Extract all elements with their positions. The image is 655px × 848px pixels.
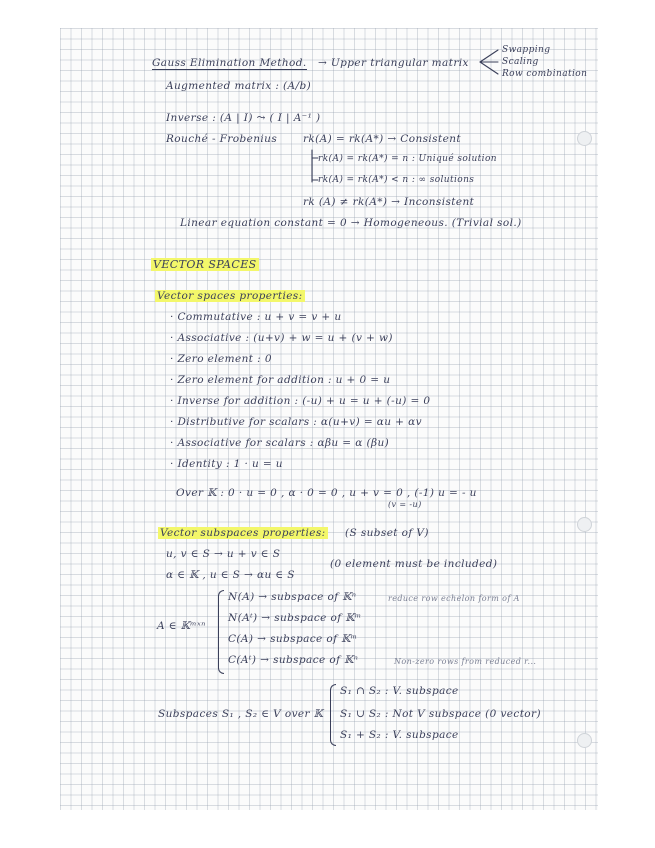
prop-inverse-addition: · Inverse for addition : (-u) + u = u + (-u) = 0 [170,395,431,407]
vector-spaces-heading: VECTOR SPACES [153,258,257,271]
closure-addition: u, v ∈ S → u + v ∈ S [166,548,281,560]
vector-spaces-properties-title: Vector spaces properties: [157,290,303,302]
prop-associative-scalars: · Associative for scalars : αβu = α (βu) [170,437,390,449]
union-not-subspace: S₁ ∪ S₂ : Not V subspace (0 vector) [340,708,541,720]
prop-commutative: · Commutative : u + v = v + u [170,311,342,323]
gauss-upper-triangular: → Upper triangular matrix [318,57,469,69]
rouche-frobenius-label: Rouché - Frobenius [166,133,278,145]
nullspace-a-transpose: N(Aᵗ) → subspace of 𝕂ᵐ [228,612,362,624]
prop-zero-addition: · Zero element for addition : u + 0 = u [170,374,391,386]
v-equals-minus-u: (v = -u) [388,500,422,509]
rank-infinite-solutions: rk(A) = rk(A*) < n : ∞ solutions [318,175,475,185]
prop-distributive-scalars: · Distributive for scalars : α(u+v) = αu + αv [170,416,422,428]
sum-subspace: S₁ + S₂ : V. subspace [340,729,459,741]
arrow-row-combination [480,62,498,74]
arrow-swapping [480,50,498,62]
inverse-method: Inverse : (A | I) ⤳ ( I | A⁻¹ ) [166,112,321,124]
nullspace-a: N(A) → subspace of 𝕂ⁿ [228,591,357,603]
rowspace-note: Non-zero rows from reduced r... [394,657,537,666]
prop-associative: · Associative : (u+v) + w = u + (v + w) [170,332,393,344]
rank-consistent: rk(A) = rk(A*) → Consistent [303,133,461,145]
subspaces-sets-label: Subspaces S₁ , S₂ ∈ V over 𝕂 [158,708,324,720]
gauss-op-scaling: Scaling [502,57,539,67]
gauss-op-swapping: Swapping [502,45,551,55]
augmented-matrix: Augmented matrix : (A/b) [166,80,312,92]
column-space-a: C(A) → subspace of 𝕂ᵐ [228,633,358,645]
column-space-a-transpose: C(Aᵗ) → subspace of 𝕂ⁿ [228,654,359,666]
subspaces-properties-title: Vector subspaces properties: [160,527,326,539]
rank-inconsistent: rk (A) ≠ rk(A*) → Inconsistent [303,196,475,208]
nullspace-note: reduce row echelon form of A [388,594,520,603]
zero-element-note: (0 element must be included) [330,558,498,570]
rank-unique-solution: rk(A) = rk(A*) = n : Uniqué solution [318,154,497,164]
prop-identity: · Identity : 1 · u = u [170,458,283,470]
over-k-facts: Over 𝕂 : 0 · u = 0 , α · 0 = 0 , u + v = 0 , (-1) u = - u [176,487,477,499]
intersection-subspace: S₁ ∩ S₂ : V. subspace [340,685,459,697]
prop-zero-element: · Zero element : 0 [170,353,272,365]
homogeneous-system: Linear equation constant = 0 → Homogeneous. (Trivial sol.) [180,217,522,229]
subset-note: (S subset of V) [345,527,429,539]
closure-scalar: α ∈ 𝕂 , u ∈ S → αu ∈ S [166,569,295,581]
gauss-op-row-combination: Row combination [502,69,588,79]
matrix-space-label: A ∈ 𝕂ᵐˣⁿ [157,620,206,632]
gauss-title: Gauss Elimination Method. [152,57,307,69]
